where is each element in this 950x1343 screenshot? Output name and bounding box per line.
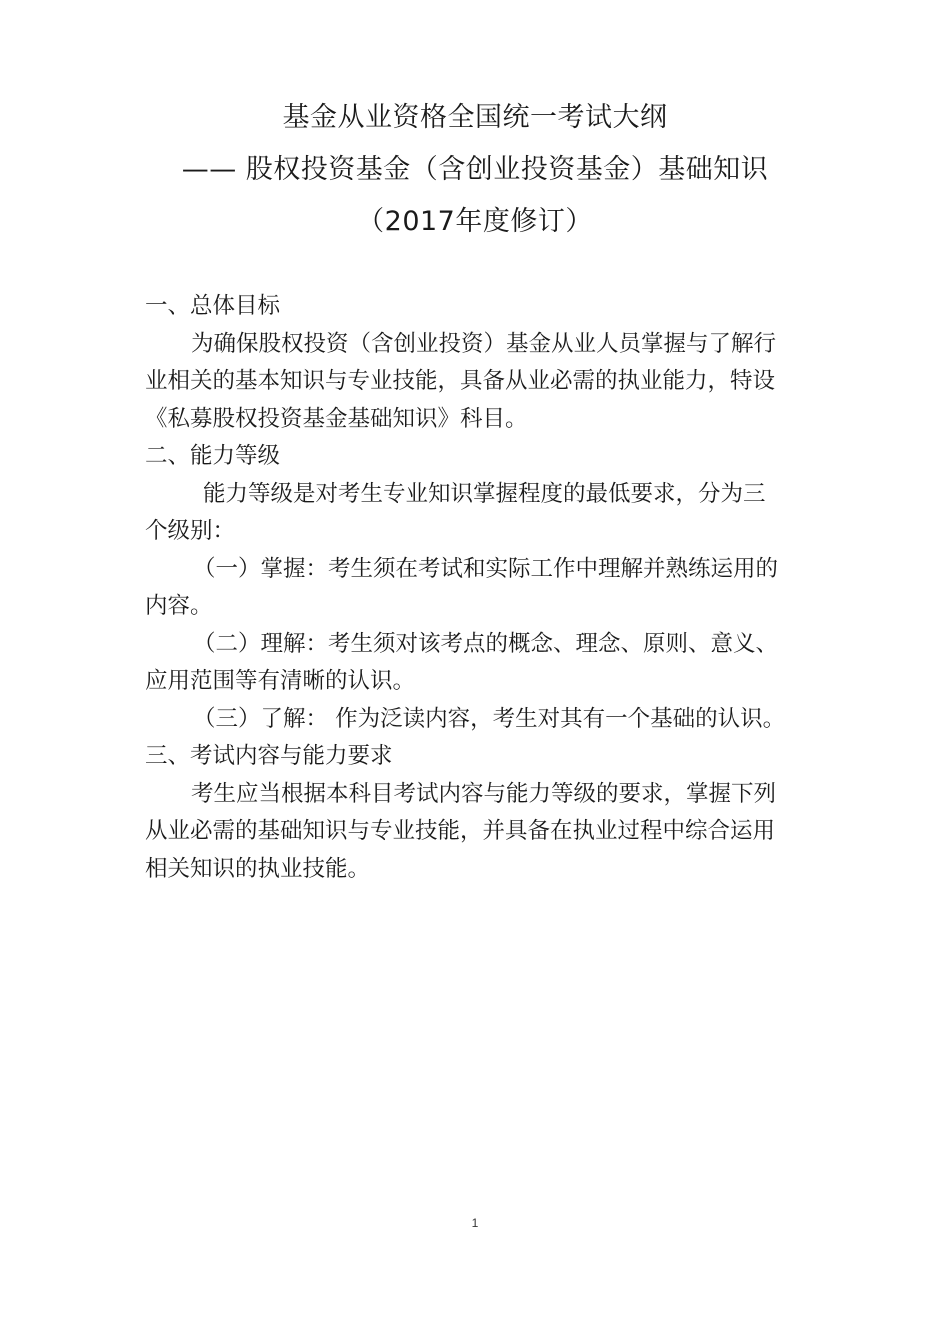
level-item-master: （一）掌握：考生须在考试和实际工作中理解并熟练运用的 — [193, 555, 779, 582]
paragraph-line: 应用范围等有清晰的认识。 — [145, 668, 416, 694]
paragraph-line: 能力等级是对考生专业知识掌握程度的最低要求，分为三 — [203, 480, 766, 507]
paragraph-line: 《私募股权投资基金基础知识》科目。 — [145, 405, 528, 432]
title-line-1: 基金从业资格全国统一考试大纲 — [282, 102, 668, 133]
title-line-3: （2017年度修订） — [357, 206, 593, 237]
title-line-2: —— 股权投资基金（含创业投资基金）基础知识 — [181, 154, 769, 185]
page-number: 1 — [471, 1216, 479, 1230]
document-body — [145, 288, 810, 888]
paragraph-line: 内容。 — [145, 593, 213, 619]
paragraph-line: 个级别： — [145, 518, 236, 544]
section-heading-exam-content: 三、考试内容与能力要求 — [145, 743, 393, 769]
level-item-know: （三）了解： 作为泛读内容，考生对其有一个基础的认识。 — [193, 705, 786, 732]
section-heading-objectives: 一、总体目标 — [145, 293, 281, 319]
paragraph-line: 业相关的基本知识与专业技能，具备从业必需的执业能力，特设 — [145, 368, 776, 394]
level-item-understand: （二）理解：考生须对该考点的概念、理念、原则、意义、 — [193, 630, 779, 657]
document-title — [0, 92, 950, 248]
paragraph-line: 从业必需的基础知识与专业技能，并具备在执业过程中综合运用 — [145, 818, 776, 844]
section-heading-ability-levels: 二、能力等级 — [145, 443, 281, 469]
paragraph-line: 为确保股权投资（含创业投资）基金从业人员掌握与了解行 — [191, 330, 777, 357]
paragraph-line: 相关知识的执业技能。 — [145, 855, 371, 882]
paragraph-line: 考生应当根据本科目考试内容与能力等级的要求，掌握下列 — [191, 780, 777, 807]
